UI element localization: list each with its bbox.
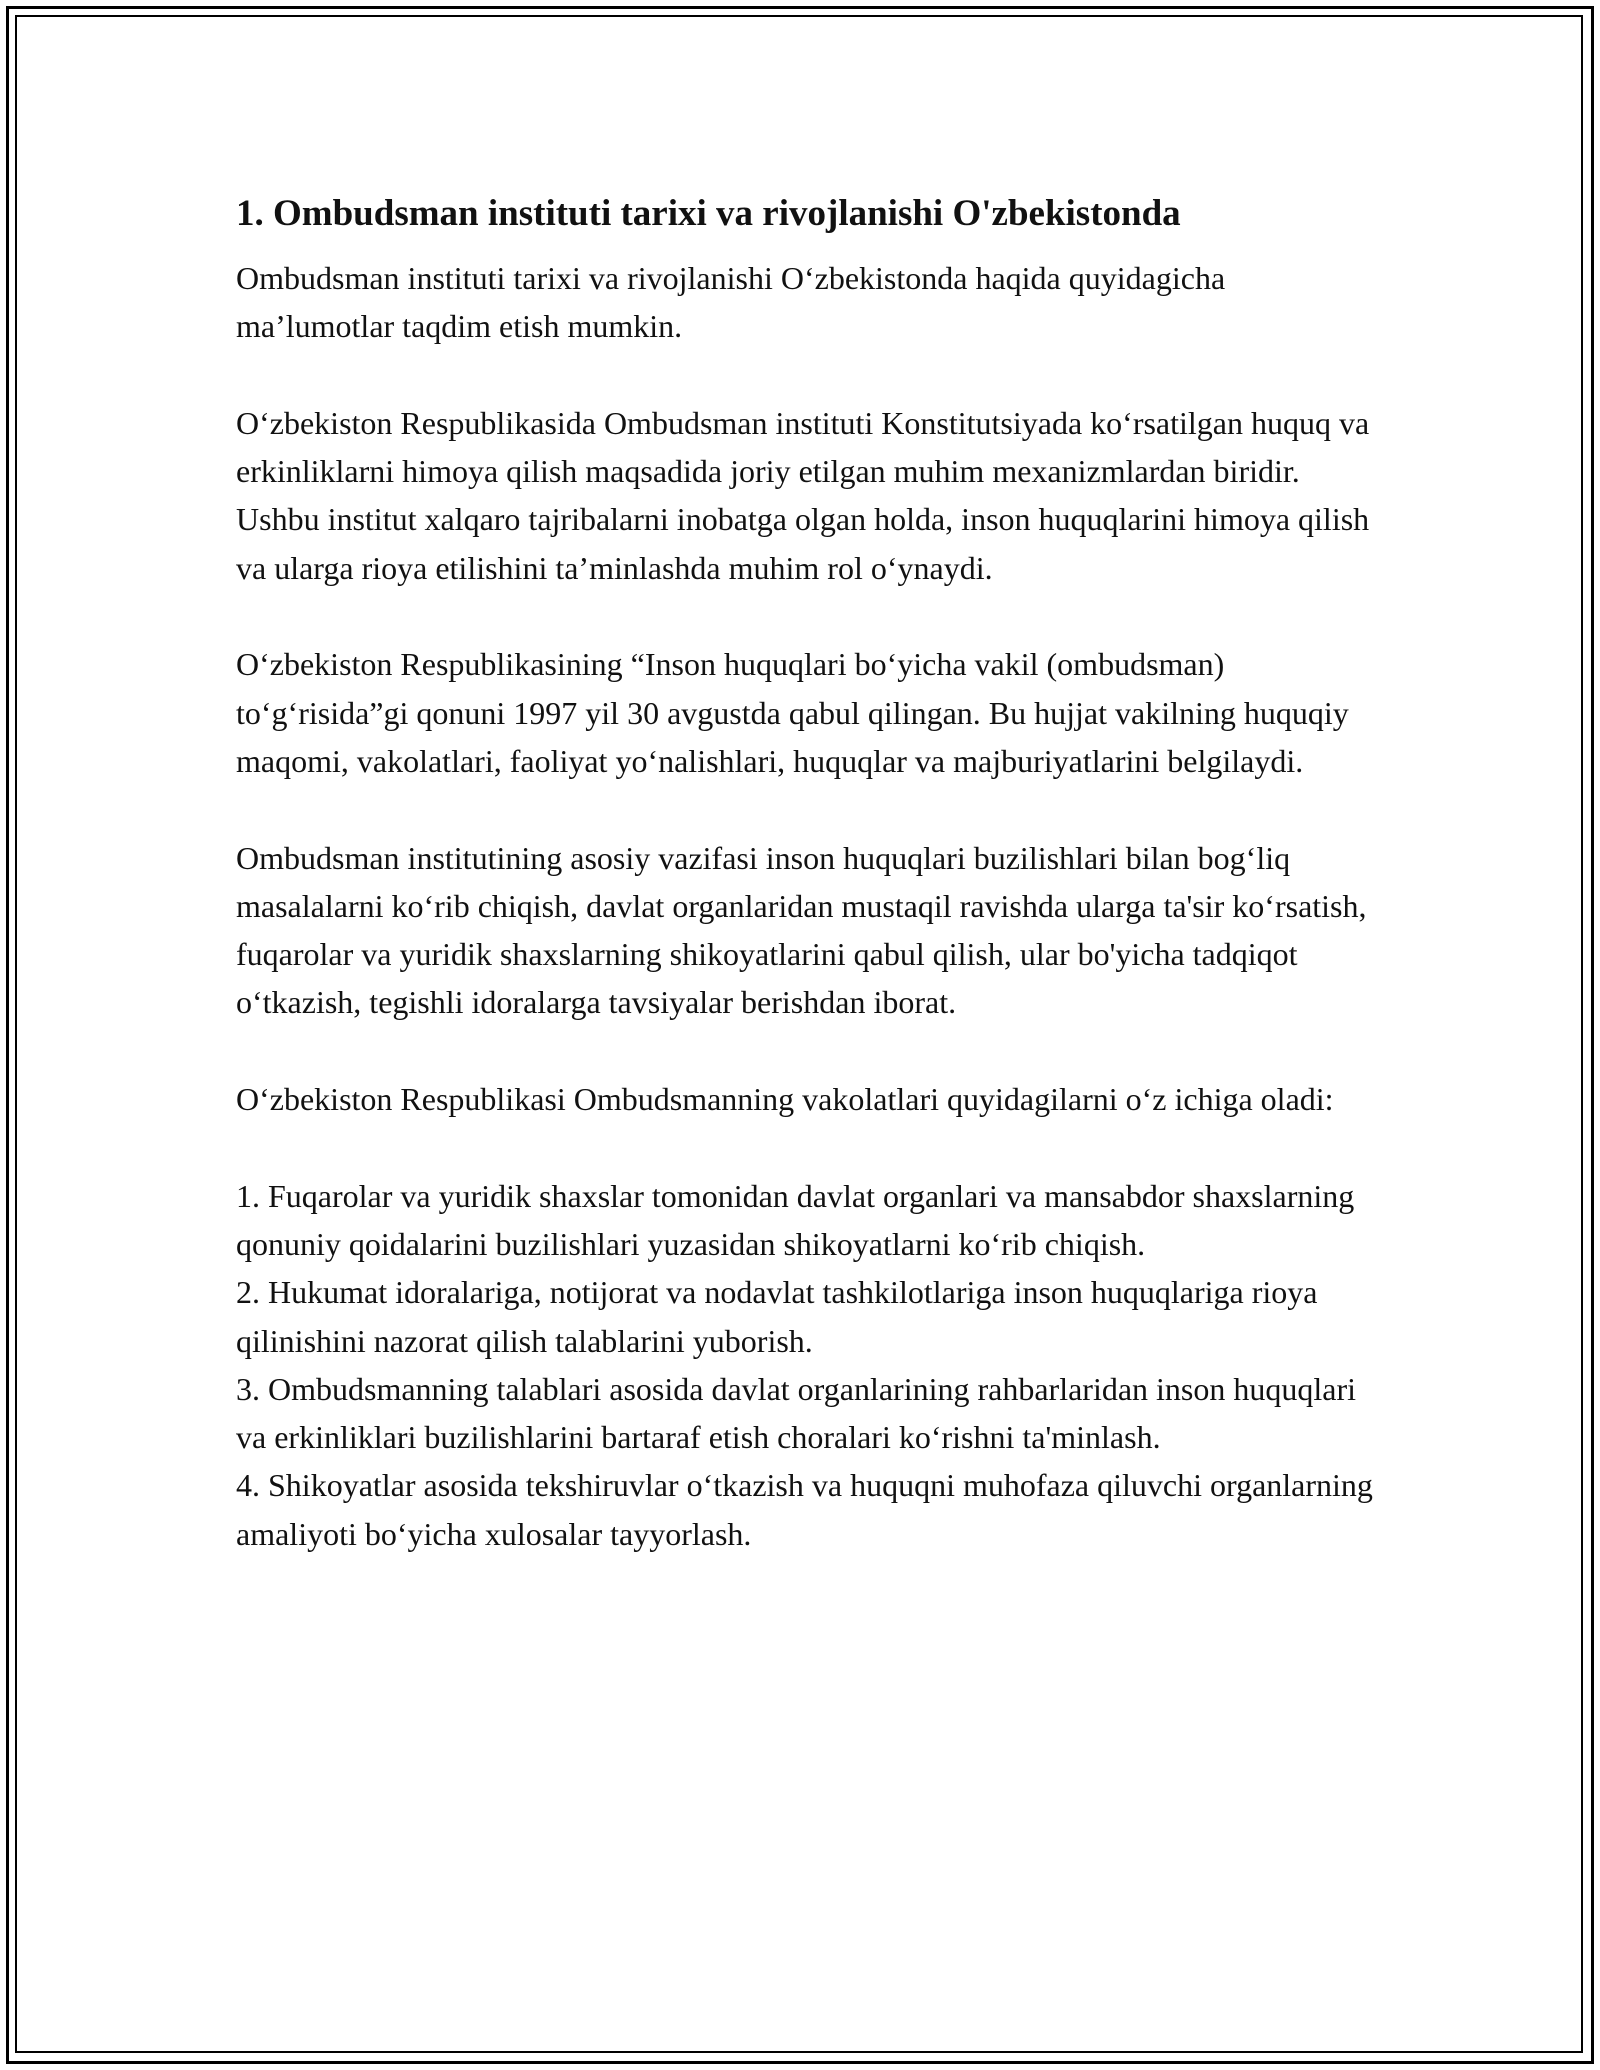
document-title: 1. Ombudsman instituti tarixi va rivojlanishi O'zbekistonda — [236, 193, 1181, 234]
document-body — [236, 186, 1386, 1558]
list-item: 1. Fuqarolar va yuridik shaxslar tomonidan davlat organlari va mansabdor shaxslarning qonuniy qoidalarini buzilishlari yuzasidan shikoyatlarni ko‘rib chiqish. — [236, 1177, 1355, 1262]
paragraph-institute-role: O‘zbekiston Respublikasida Ombudsman instituti Konstitutsiyada ko‘rsatilgan huquq va erkinliklarni himoya qilish maqsadida joriy etilgan muhim mexanizmlardan biridir. Ushbu institut xalqaro tajribalarni inobatga olgan holda, inson huquqlarini himoya qilish va ularga rioya etilishini ta’minlashda muhim rol o‘ynaydi. — [236, 404, 1370, 586]
list-item: 3. Ombudsmanning talablari asosida davlat organlarining rahbarlaridan inson huquqlari va erkinliklari buzilishlarini bartaraf etish choralari ko‘rishni ta'minlash. — [236, 1370, 1357, 1456]
paragraph-intro: Ombudsman instituti tarixi va rivojlanishi O‘zbekistonda haqida quyidagicha ma’lumotlar taqdim etish mumkin. — [236, 260, 1226, 345]
list-item: 4. Shikoyatlar asosida tekshiruvlar o‘tkazish va huquqni muhofaza qiluvchi organlarning amaliyoti bo‘yicha xulosalar tayyorlash. — [236, 1467, 1373, 1552]
list-item: 2. Hukumat idoralariga, notijorat va nodavlat tashkilotlariga inson huquqlariga rioya qilinishini nazorat qilish talablarini yuborish. — [236, 1274, 1318, 1359]
paragraph-main-task: Ombudsman institutining asosiy vazifasi inson huquqlari buzilishlari bilan bog‘liq masalalarni ko‘rib chiqish, davlat organlaridan mustaqil ravishda ularga ta'sir ko‘rsatish, fuqarolar va yuridik shaxslarning shikoyatlarini qabul qilish, ular bo'yicha tadqiqot o‘tkazish, tegishli idoralarga tavsiyalar berishdan iborat. — [236, 839, 1367, 1021]
paragraph-powers-intro: O‘zbekiston Respublikasi Ombudsmanning vakolatlari quyidagilarni o‘z ichiga oladi: — [236, 1081, 1334, 1118]
powers-list — [236, 1172, 1386, 1558]
paragraph-law: O‘zbekiston Respublikasining “Inson huquqlari bo‘yicha vakil (ombudsman) to‘g‘risida”gi qonuni 1997 yil 30 avgustda qabul qilingan. Bu hujjat vakilning huquqiy maqomi, vakolatlari, faoliyat yo‘nalishlari, huquqlar va majburiyatlarini belgilaydi. — [236, 646, 1349, 779]
